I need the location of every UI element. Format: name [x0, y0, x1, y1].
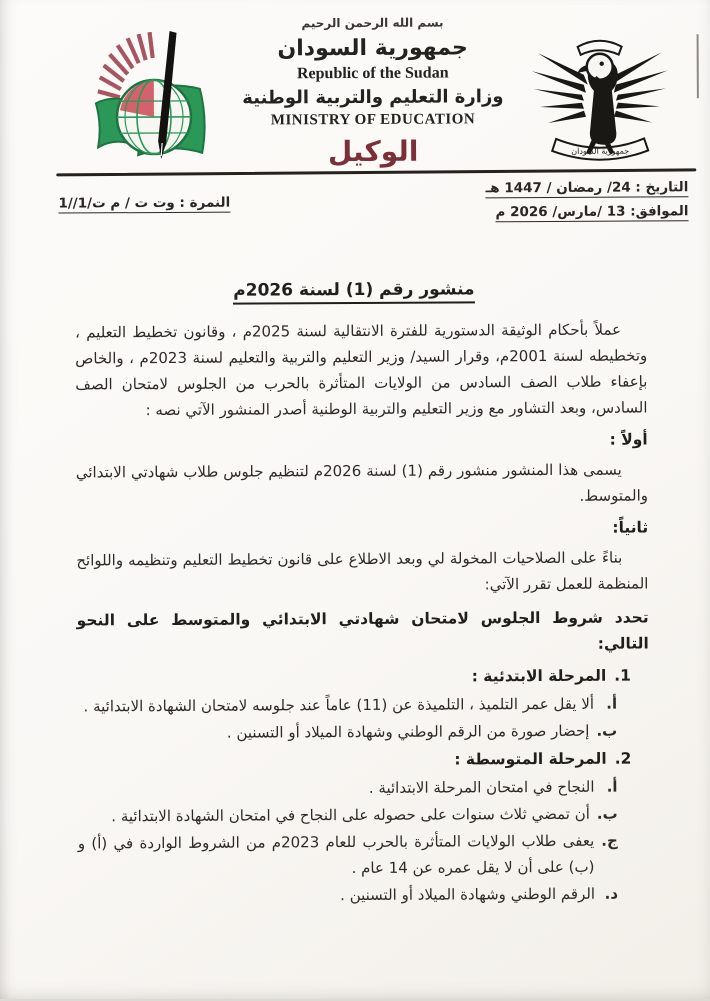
office-title-undersecretary: الوكيل — [203, 133, 543, 170]
item-text: يعفى طلاب الولايات المتأثرة بالحرب للعام 2023م من الشروط الواردة في (أ) و (ب) على أن لا يقل عمره عن 14 عام . — [78, 828, 595, 883]
section-heading — [77, 746, 631, 775]
second-clause: بناءً على الصلاحيات المخولة لي وبعد الاطلاع على قانون تخطيط التعليم وتنظيمه واللوائح المنظمة للعمل تقرر الآتي: — [76, 544, 648, 599]
item-letter: أ. — [601, 691, 617, 717]
item-text: أن تمضي ثلاث سنوات على حصوله على النجاح في امتحان الشهادة الابتدائية . — [78, 801, 590, 830]
item-letter: د. — [602, 881, 618, 907]
conditions-heading: تحدد شروط الجلوس لامتحان شهادتي الابتدائي والمتوسط على النحو التالي: — [77, 604, 649, 659]
intro-paragraph: عملاً بأحكام الوثيقة الدستورية للفترة الانتقالية لسنة 2025م ، وقانون تخطيط التعليم ، وتخطيطه لسنة 2001م، وقرار السيد/ وزير التعليم والتربية والتعليم لسنة 2023م ، والخاص بإعفاء طلاب الصف السادس من الولايات المتأثرة بالحرب من الجلوس لامتحان الصف السادس، وبعد التشاور مع وزير التعليم والتربية الوطنية أصدر المنشور الآتي نصه : — [75, 316, 648, 423]
list-item — [78, 801, 618, 830]
list-item — [78, 828, 618, 883]
list-item — [77, 774, 617, 803]
document-title-wrap — [0, 278, 709, 306]
document-body — [75, 316, 650, 911]
sudan-coat-of-arms-icon — [526, 26, 675, 165]
reference-number: النمرة : وت ت / م ت/1//1 — [58, 195, 230, 214]
reference-number-block — [58, 194, 308, 213]
letterhead — [202, 15, 543, 170]
section-number: 2. — [615, 746, 632, 772]
item-letter: ب. — [597, 801, 618, 827]
list-item — [77, 691, 617, 720]
gregorian-date: الموافق: 13 /مارس/ 2026 م — [495, 203, 688, 222]
coat-ribbon-text: جمهورية السودان — [571, 147, 629, 156]
heading-first: أولاً : — [76, 426, 648, 455]
item-text: النجاح في امتحان المرحلة الابتدائية . — [77, 774, 594, 803]
item-letter: ب. — [596, 718, 617, 744]
list-item — [78, 881, 618, 910]
section-number: 1. — [614, 663, 631, 689]
paper-edge-mark — [697, 34, 699, 98]
item-letter: أ. — [601, 774, 617, 800]
item-text: ألا يقل عمر التلميذ ، التلميذة عن (11) عاماً عند جلوسه لامتحان الشهادة الابتدائية . — [77, 691, 594, 720]
country-name-arabic: جمهورية السودان — [203, 34, 543, 63]
ministry-name-english: MINISTRY OF EDUCATION — [203, 110, 543, 131]
section-title: المرحلة الابتدئية : — [472, 663, 607, 690]
item-letter: ج. — [601, 828, 618, 880]
first-clause: يسمى هذا المنشور منشور رقم (1) لسنة 2026م لتنظيم جلوس طلاب شهادتي الابتدائي والمتوسط. — [76, 456, 648, 511]
date-block — [368, 179, 688, 229]
ministry-name-arabic: وزارة التعليم والتربية الوطنية — [203, 86, 543, 110]
hijri-date: التاريخ : 24/ رمضان / 1447 هـ — [486, 179, 689, 198]
country-name-english: Republic of the Sudan — [203, 63, 543, 85]
section-intermediate-stage — [77, 746, 632, 910]
document-title: منشور رقم (1) لسنة 2026م — [233, 279, 474, 304]
section-primary-stage — [77, 663, 631, 747]
heading-second: ثانياً: — [76, 514, 648, 543]
item-text: إحضار صورة من الرقم الوطني وشهادة الميلاد أو التسنين . — [77, 718, 589, 747]
section-heading — [77, 663, 631, 692]
list-item — [77, 718, 617, 747]
bismillah-text: بسم الله الرحمن الرحيم — [202, 15, 542, 32]
section-title: المرحلة المتوسطة : — [454, 746, 607, 773]
item-text: الرقم الوطني وشهادة الميلاد أو التسنين . — [78, 881, 595, 910]
